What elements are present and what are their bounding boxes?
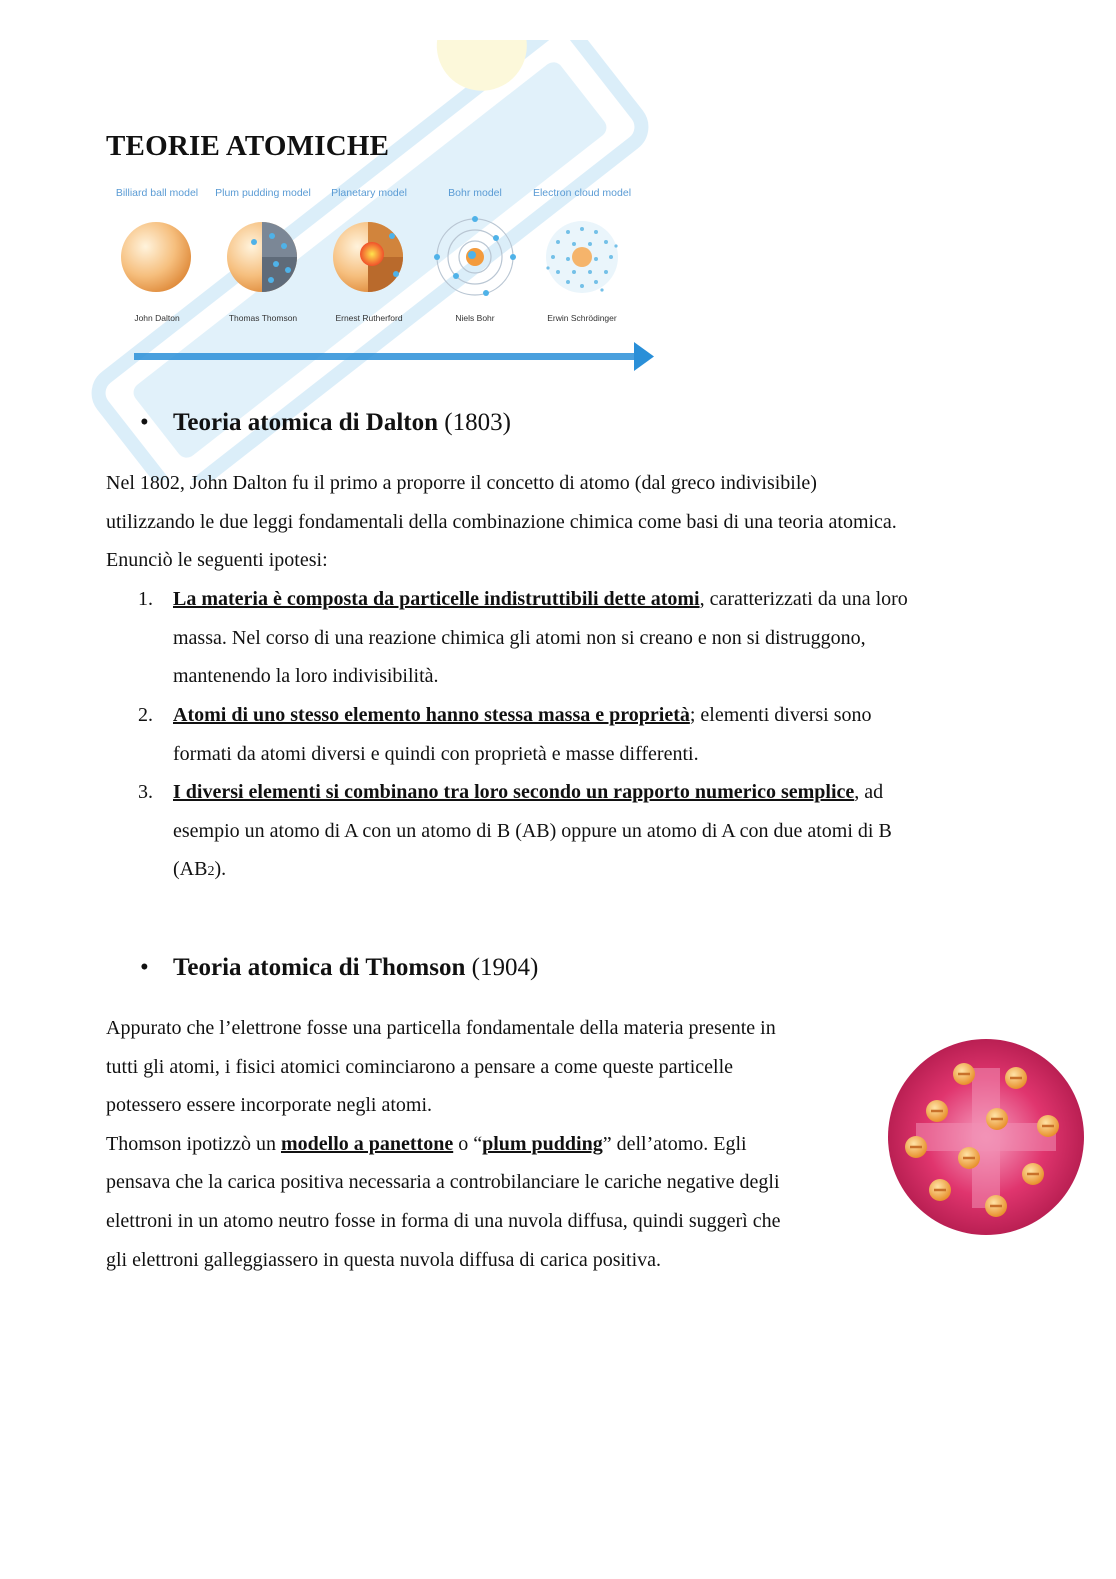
- billiard-ball-model: [121, 222, 191, 292]
- model-label-planetary: Planetary model: [331, 187, 407, 199]
- model-label-bohr: Bohr model: [448, 187, 502, 199]
- atomic-models-figure: [106, 180, 666, 380]
- models-illustration: [106, 214, 666, 384]
- dalton-heading: • Teoria atomica di Dalton (1803): [140, 409, 511, 436]
- model-label-plum: Plum pudding model: [215, 187, 311, 199]
- bullet-icon: •: [140, 409, 149, 436]
- formula-ab2: (AB2).: [173, 858, 227, 881]
- scientist-rutherford: Ernest Rutherford: [335, 313, 403, 323]
- bohr-model: [434, 216, 516, 296]
- scientist-dalton: John Dalton: [134, 313, 180, 323]
- planetary-model: [333, 222, 403, 292]
- thomson-heading: • Teoria atomica di Thomson (1904): [140, 954, 539, 981]
- scientist-schrodinger: Erwin Schrödinger: [547, 313, 617, 323]
- dalton-intro: Nel 1802, John Dalton fu il primo a proporre il concetto di atomo (dal greco indivisibile) utilizzando le due leggi fondamentali della combinazione chimica come basi di una teoria atomica. Enunciò le seguenti ipotesi:: [106, 472, 897, 572]
- thomson-model-line: Thomson ipotizzò un modello a panettone o “plum pudding” dell’atomo. Egli: [106, 1132, 747, 1155]
- scientist-thomson: Thomas Thomson: [228, 313, 298, 323]
- model-label-billiard: Billiard ball model: [115, 187, 199, 199]
- model-label-cloud: Electron cloud model: [532, 187, 632, 199]
- scientist-bohr: Niels Bohr: [455, 313, 495, 323]
- timeline-arrow: [134, 342, 654, 371]
- plum-pudding-model: [227, 222, 297, 292]
- page-title: TEORIE ATOMICHE: [106, 130, 390, 162]
- thomson-paragraph: Appurato che l’elettrone fosse una particella fondamentale della materia presente in tutti gli atomi, i fisici atomici cominciarono a pensare a come queste particelle potessero essere incorporate negli atomi. Thomson ipotizzò un modello a panettone o “plum pudding” dell’atomo. Egli pensava che la carica positiva necessaria a controbilanciare le cariche negative degli elettroni in un atomo neutro fosse in forma di una nuvola diffusa, quindi suggerì che gli elettroni galleggiassero in questa nuvola diffusa di carica positiva.: [106, 1017, 781, 1271]
- bullet-icon: •: [140, 954, 149, 981]
- electron-cloud-model: [546, 221, 618, 293]
- plum-pudding-illustration: [886, 1038, 1086, 1238]
